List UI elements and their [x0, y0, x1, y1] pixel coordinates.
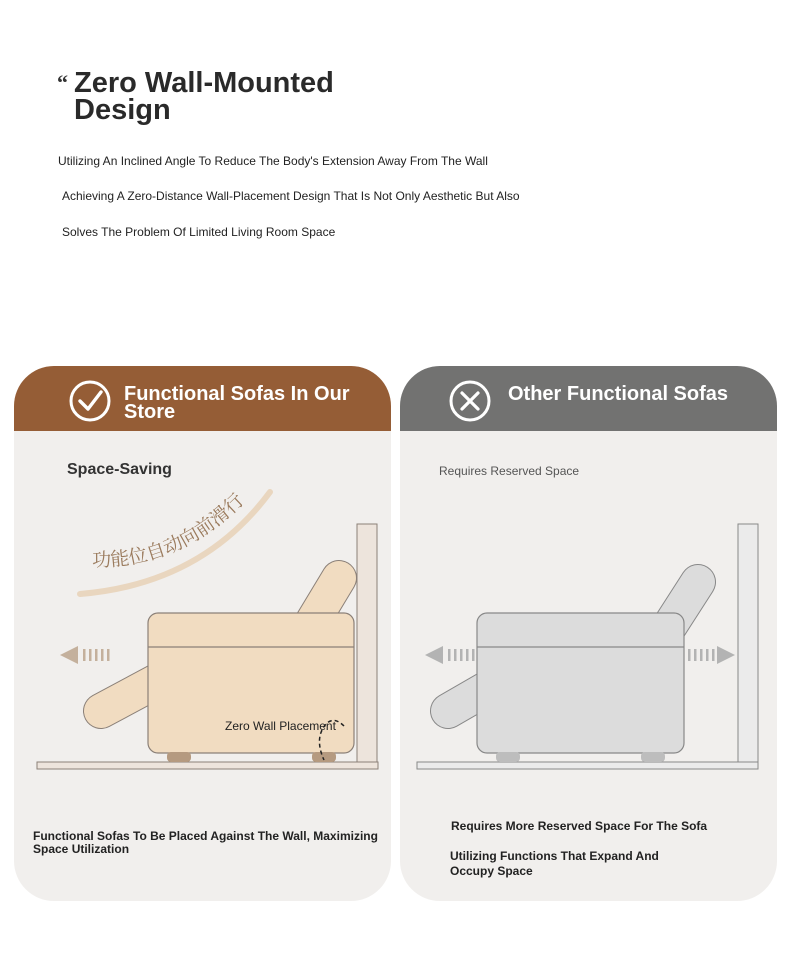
sofa-foot	[167, 752, 191, 762]
quote-mark-icon: “	[57, 70, 68, 95]
comparison-panel-other-sofas	[400, 366, 777, 901]
panel-caption: Functional Sofas To Be Placed Against The Wall, Maximizing Space Utilization	[33, 829, 378, 856]
arrow-icon	[60, 646, 110, 664]
wall	[357, 524, 377, 762]
sofa-foot	[641, 752, 665, 762]
floor	[417, 762, 758, 769]
floor	[37, 762, 378, 769]
arrow-icon	[425, 646, 475, 664]
panel-header	[14, 366, 391, 431]
panel-title: Other Functional Sofas	[508, 383, 729, 405]
sofa-foot	[496, 752, 520, 762]
panel-caption-1: Requires More Reserved Space For The Sofa	[451, 819, 708, 833]
zero-wall-label: Zero Wall Placement	[225, 719, 336, 733]
curved-text-path: 功能位自动向前滑行	[92, 490, 249, 572]
page-title: Zero Wall-Mounted Design	[74, 67, 334, 126]
description-line-3: Solves The Problem Of Limited Living Room Space	[62, 225, 336, 239]
wall	[738, 524, 758, 762]
sofa-body	[477, 613, 684, 753]
panel-header	[400, 366, 777, 431]
panel-subtitle: Requires Reserved Space	[439, 464, 580, 478]
panel-caption-2: Utilizing Functions That Expand And Occupy Space	[450, 849, 659, 878]
check-circle-icon	[68, 379, 112, 423]
sofa-illustration	[14, 506, 391, 786]
description-line-2: Achieving A Zero-Distance Wall-Placement Design That Is Not Only Aesthetic But Also	[62, 189, 520, 203]
description-line-1: Utilizing An Inclined Angle To Reduce The Body's Extension Away From The Wall	[58, 154, 488, 168]
arrow-icon	[688, 646, 735, 664]
comparison-panel-our-store	[14, 366, 391, 901]
panel-title: Functional Sofas In Our Store	[124, 383, 350, 423]
x-circle-icon	[448, 379, 492, 423]
sofa-foot	[312, 752, 336, 762]
sofa-illustration	[400, 506, 777, 786]
panel-subtitle: Space-Saving	[67, 461, 172, 478]
